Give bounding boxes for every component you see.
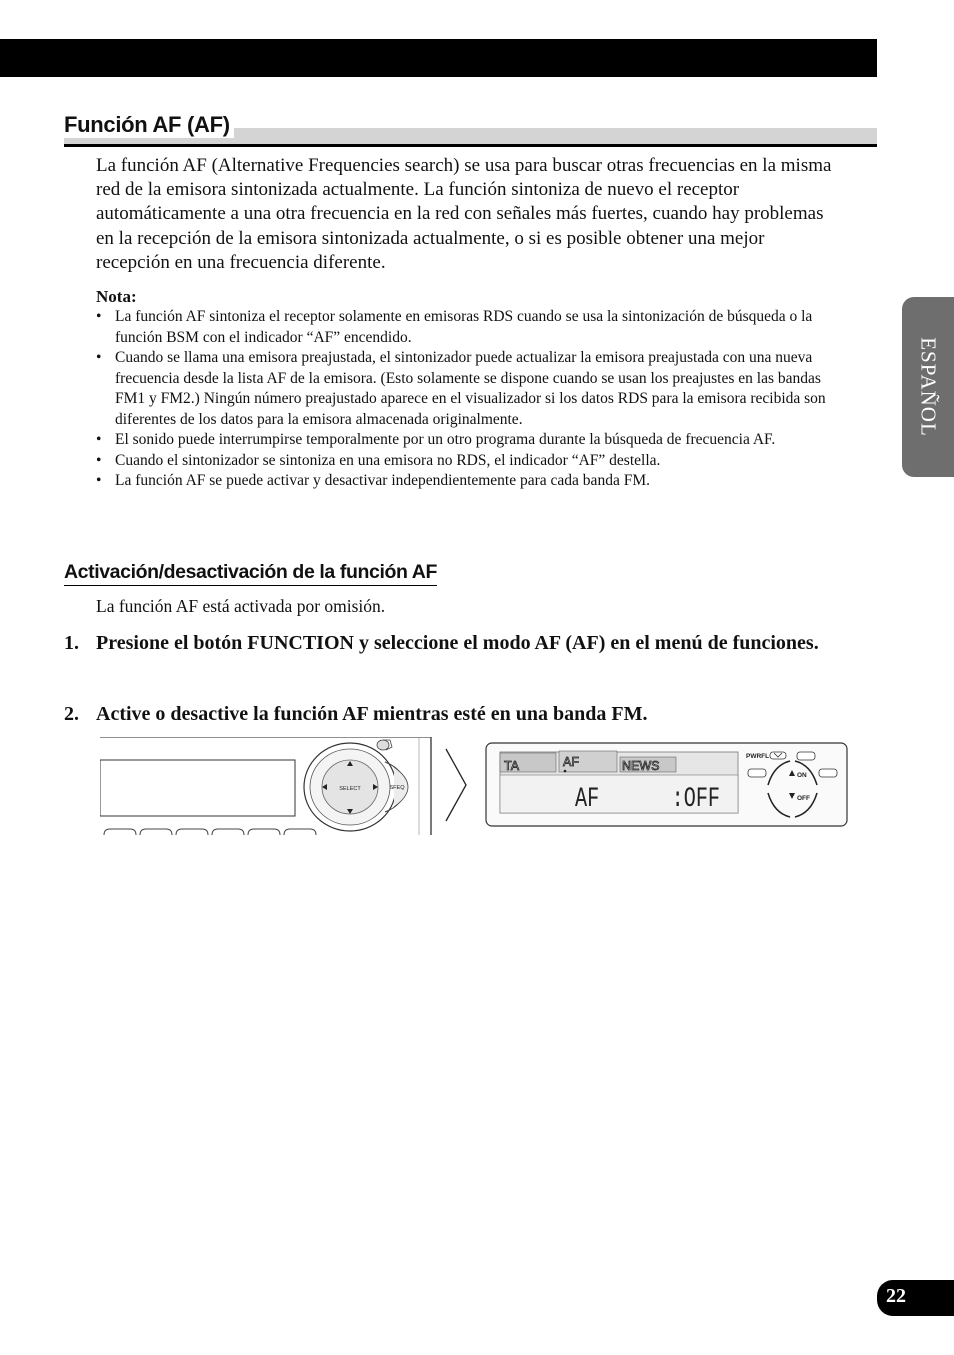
intro-paragraph: La función AF (Alternative Frequencies search) se usa para buscar otras frecuencias en la misma red de la emisora sintonizada actualmente. La función sintoniza de nuevo el receptor automáticamente a una otra frecuencia en la red con señales más fuertes, cuando hay problemas en la recepción de la emisora sintonizada actualmente, o si es posible obtener una mejor recepción en una frecuencia diferente. — [96, 155, 832, 273]
note-item: • Cuando el sintonizador se sintoniza en una emisora no RDS, el indicador “AF” destella. — [96, 451, 838, 472]
section-title: Función AF (AF) — [64, 112, 234, 138]
header-bar — [0, 39, 877, 77]
subsection-title: Activación/desactivación de la función AF — [64, 561, 437, 586]
language-tab-label: ESPAÑOL — [916, 337, 941, 437]
note-item: • La función AF sintoniza el receptor solamente en emisoras RDS cuando se usa la sintonización de búsqueda o la función BSM con el indicador “AF” encendido. — [96, 307, 838, 348]
display-illustration — [486, 743, 847, 826]
note-label: Nota: — [96, 287, 137, 306]
pwrfl-label: PWRFL — [746, 753, 770, 760]
step-2 — [64, 701, 834, 728]
head-unit-figure — [100, 737, 850, 835]
default-text: La función AF está activada por omisión. — [96, 596, 386, 616]
on-label: ON — [797, 772, 807, 779]
ta-indicator: TA — [504, 759, 520, 773]
pwrfl-button — [770, 752, 786, 759]
af-indicator: AF — [563, 755, 579, 769]
step-text: Active o desactive la función AF mientras esté en una banda FM. — [96, 703, 648, 725]
note-list — [96, 307, 838, 492]
select-label: SELECT — [339, 786, 361, 792]
note-item: • La función AF se puede activar y desactivar independientemente para cada banda FM. — [96, 471, 838, 492]
sfeq-label: SFEQ — [389, 785, 405, 791]
step-number: 1. — [64, 632, 79, 654]
note-item: • Cuando se llama una emisora preajustada, el sintonizador puede actualizar la emisora preajustada con una nueva frecuencia desde la lista AF de la emisora. (Esto solamente se dispone cuando se usan los preajustes en las bandas FM1 y FM2.) Ningún número preajustado aparece en el visualizador si los datos RDS para la emisora recibida son diferentes de los datos para la emisora almacenada originalmente. — [96, 348, 838, 430]
step-number: 2. — [64, 703, 79, 725]
language-tab — [902, 297, 954, 477]
off-label: OFF — [797, 795, 810, 802]
next-arrow-icon — [446, 749, 466, 821]
step-text: Presione el botón FUNCTION y seleccione el modo AF (AF) en el menú de funciones. — [96, 632, 819, 654]
step-1 — [64, 630, 834, 657]
head-unit-illustration — [100, 737, 431, 835]
unit-display-window — [100, 760, 295, 816]
page-number: 22 — [886, 1285, 906, 1307]
news-indicator: NEWS — [622, 759, 660, 773]
page-number-tab — [877, 1280, 954, 1316]
display-readout: AF :OFF — [575, 784, 720, 815]
note-item: • El sonido puede interrumpirse temporalmente por un otro programa durante la búsqueda de frecuencia AF. — [96, 430, 838, 451]
